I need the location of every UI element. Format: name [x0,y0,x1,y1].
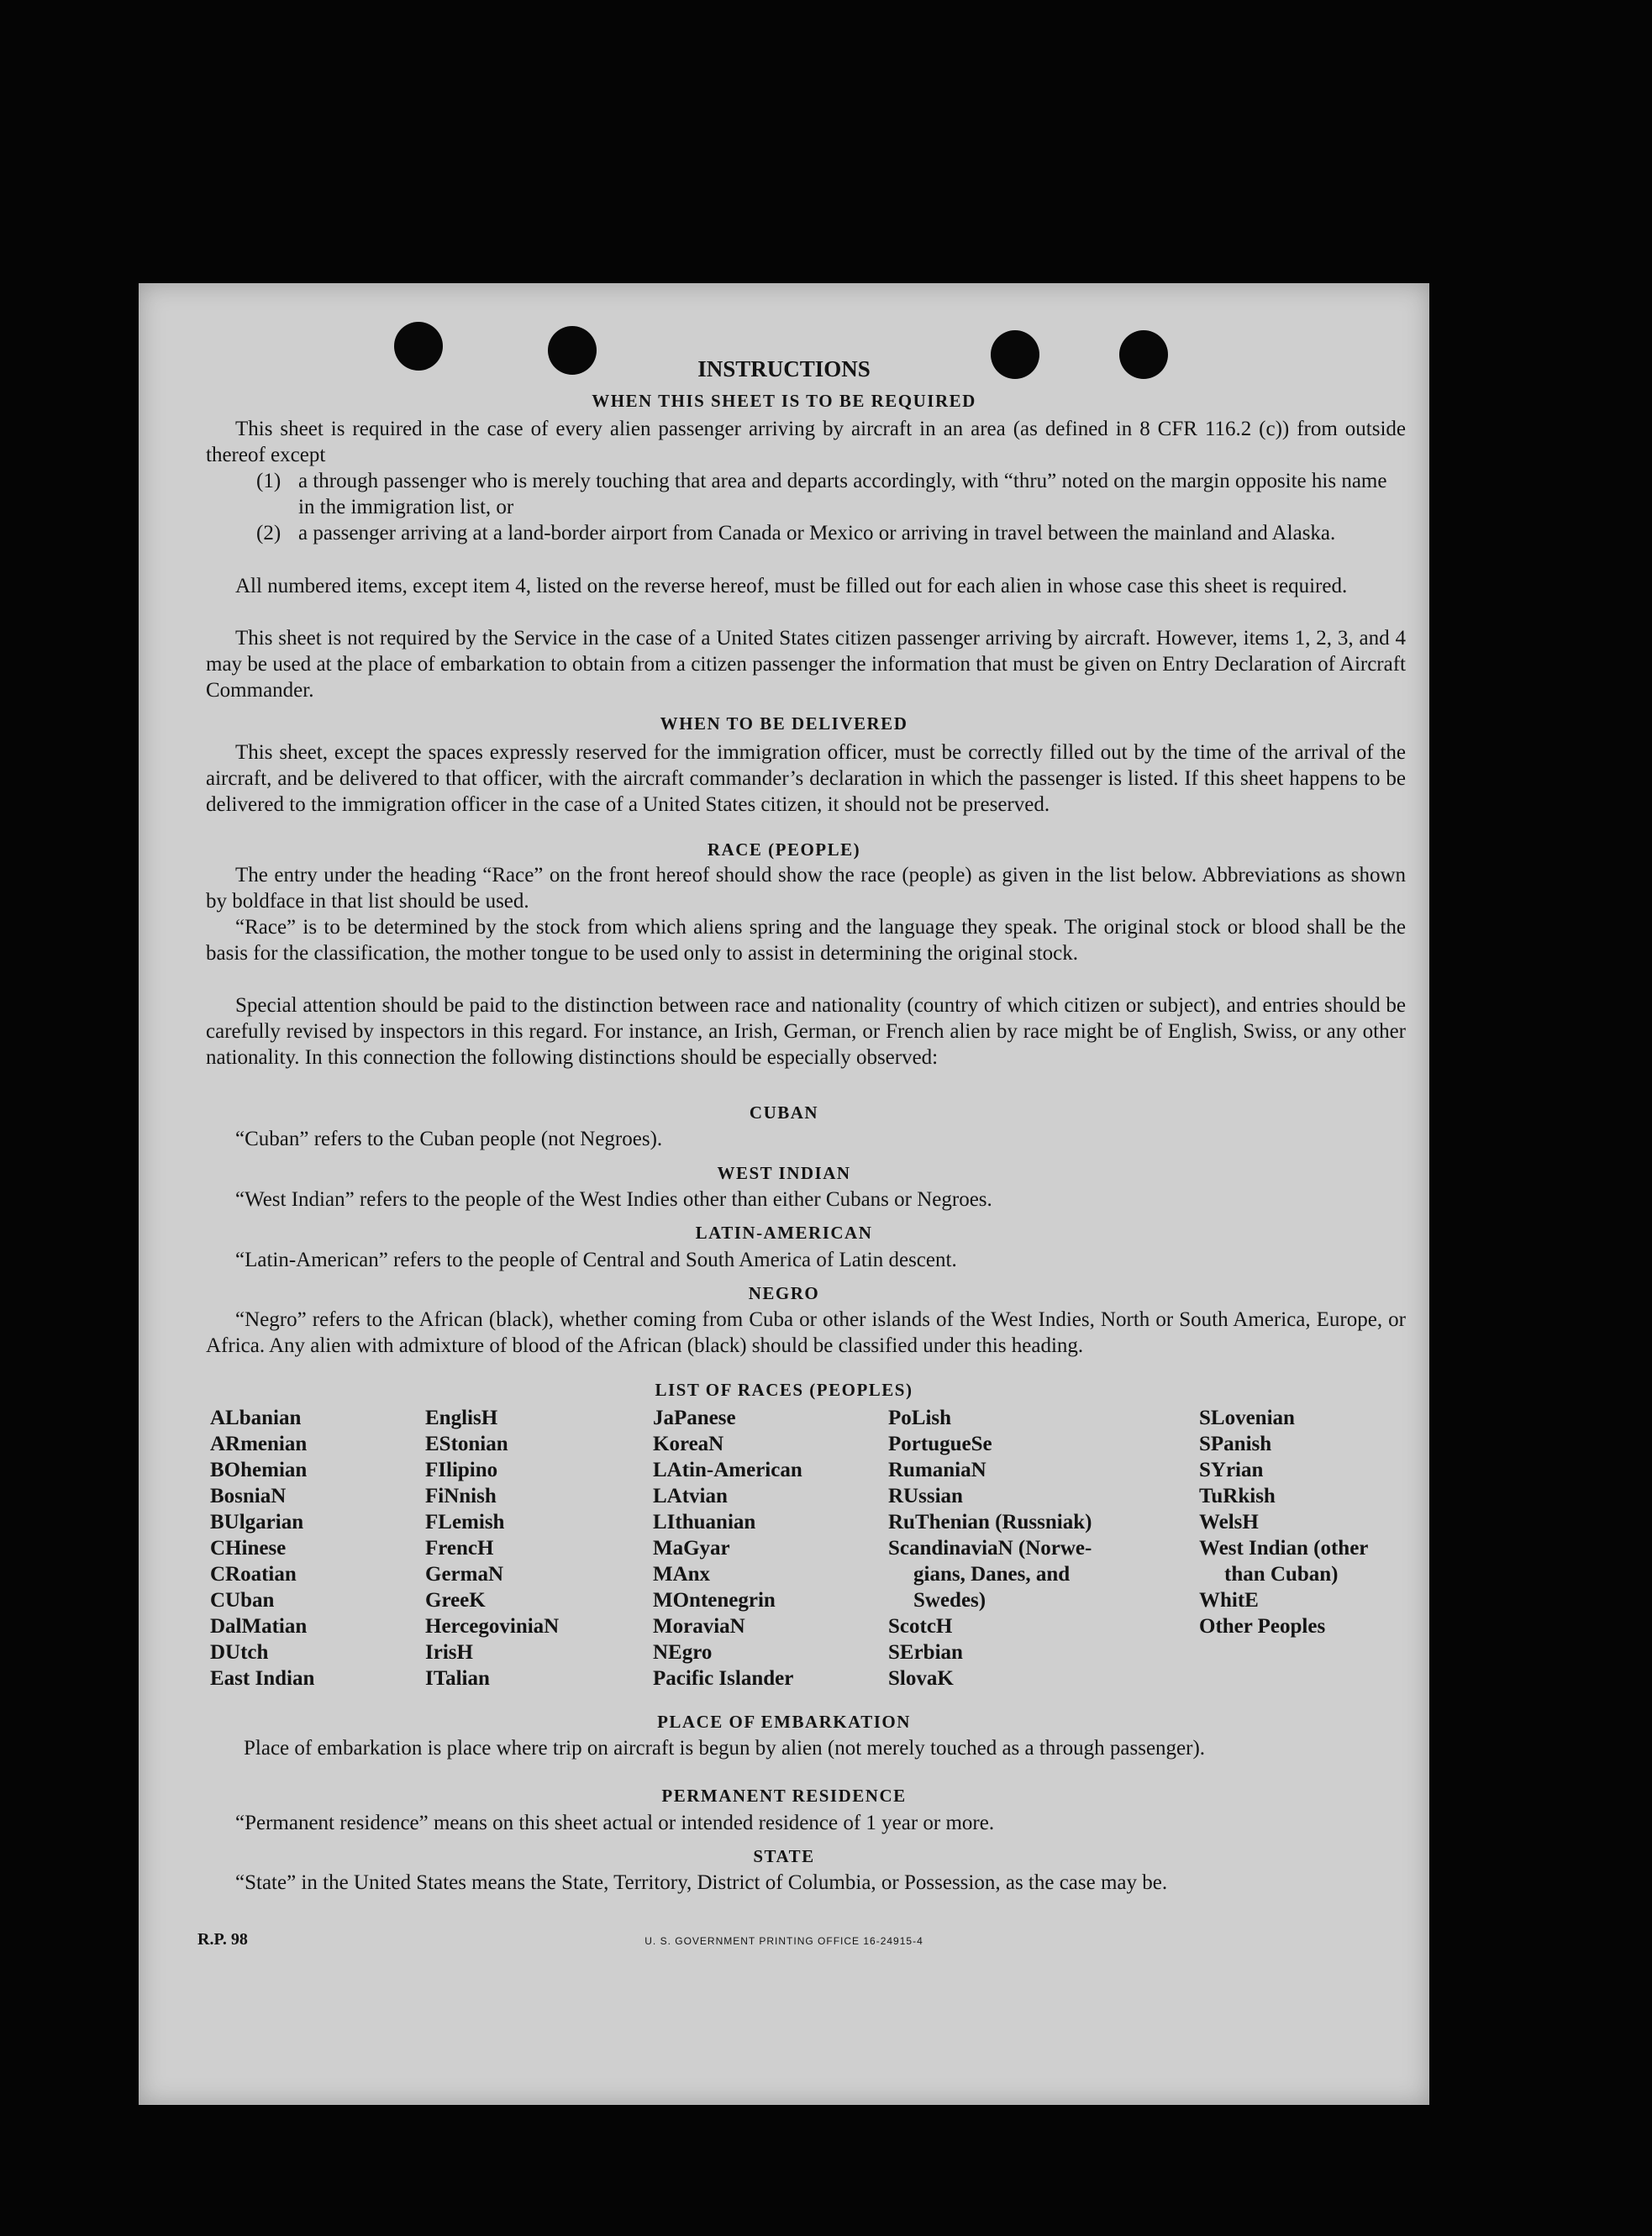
race-item: EStonian [425,1433,508,1455]
document-sheet [139,283,1429,2105]
race-item: GermaN [425,1563,504,1586]
paragraph-cuban: “Cuban” refers to the Cuban people (not Negroes). [235,1128,663,1150]
list-item [256,468,1406,520]
race-item: Pacific Islander [653,1667,794,1690]
race-item: NEgro [653,1641,713,1664]
section-heading-cuban: CUBAN [749,1102,819,1123]
race-item: ScotcH [888,1615,953,1638]
form-number: R.P. 98 [197,1930,248,1949]
races-column [888,1405,1092,1691]
races-column [425,1405,559,1691]
race-item: ScandinaviaN (Norwe- [888,1537,1092,1560]
page-title: INSTRUCTIONS [697,356,871,381]
paragraph-race-entry: The entry under the heading “Race” on the front hereof should show the race (people) as given in the list below. Abbreviations as shown by boldface in that list should be used. [206,864,1406,913]
race-item: ITalian [425,1667,490,1690]
race-item: KoreaN [653,1433,724,1455]
race-item: DalMatian [210,1615,308,1638]
race-item: DUtch [210,1641,269,1664]
race-item: West Indian (other [1199,1537,1369,1560]
paragraph-embarkation: Place of embarkation is place where trip on aircraft is begun by alien (not merely touched as a through passenger). [244,1737,1206,1760]
race-item: Other Peoples [1199,1615,1326,1638]
race-item: SPanish [1199,1433,1272,1455]
section-heading-race: RACE (PEOPLE) [707,839,861,860]
list-item [256,520,1406,546]
race-item: BOhemian [210,1459,308,1481]
race-item: CUban [210,1589,275,1612]
races-column [653,1405,802,1691]
race-item: SYrian [1199,1459,1264,1481]
race-item: than Cuban) [1224,1563,1339,1586]
race-item: ARmenian [210,1433,308,1455]
item-text: a passenger arriving at a land-border airport from Canada or Mexico or arriving in travel between the mainland and Alaska. [298,522,1336,545]
race-item: JaPanese [653,1407,736,1429]
race-item: WelsH [1199,1511,1259,1534]
item-number: (2) [256,522,281,545]
race-item: TuRkish [1199,1485,1276,1507]
race-item: HercegoviniaN [425,1615,560,1638]
race-item: RUssian [888,1485,963,1507]
race-item: FIlipino [425,1459,498,1481]
paragraph-state: “State” in the United States means the State, Territory, District of Columbia, or Possession, as the case may be. [235,1871,1168,1894]
race-item: ALbanian [210,1407,302,1429]
section-heading-west-indian: WEST INDIAN [717,1163,851,1183]
races-column [210,1405,314,1691]
race-item: gians, Danes, and [913,1563,1071,1586]
race-item: WhitE [1199,1589,1259,1612]
paragraph-citizen: This sheet is not required by the Service in the case of a United States citizen passenger arriving by aircraft. However, items 1, 2, 3, and 4 may be used at the place of embarkation to obtain from a citizen passenger the information that must be given on Entry Declaration of Aircraft Commander. [206,627,1406,702]
paragraph-delivered: This sheet, except the spaces expressly reserved for the immigration officer, must be correctly filled out by the time of the arrival of the aircraft, and be delivered to that officer, with the aircraft commander’s declaration in which the passenger is listed. If this sheet happens to be delivered to the immigration officer in the case of a United States citizen, it should not be preserved. [206,741,1406,816]
paragraph-west-indian: “West Indian” refers to the people of the West Indies other than either Cubans or Negroes. [235,1188,992,1211]
race-item: EnglisH [425,1407,498,1429]
paragraph-negro: “Negro” refers to the African (black), whether coming from Cuba or other islands of the West Indies, North or South America, Europe, or Africa. Any alien with admixture of blood of the African (black) should be classified under this heading. [206,1308,1406,1357]
item-number: (1) [256,470,281,492]
race-item: MAnx [653,1563,711,1586]
section-heading-state: STATE [753,1846,815,1866]
paragraph-race-nationality: Special attention should be paid to the distinction between race and nationality (country of which citizen or subject), and entries should be carefully revised by inspectors in this regard. For instance, an Irish, German, or French alien by race might be of English, Swiss, or any other nationality. In this connection the following distinctions should be especially observed: [206,994,1406,1069]
section-heading-negro: NEGRO [748,1283,820,1303]
race-item: GreeK [425,1589,486,1612]
paragraph-numbered-items: All numbered items, except item 4, listed on the reverse hereof, must be filled out for each alien in whose case this sheet is required. [235,575,1348,597]
race-item: BUlgarian [210,1511,304,1534]
printer-line: U. S. GOVERNMENT PRINTING OFFICE 16-24915-4 [644,1935,923,1947]
section-heading-residence: PERMANENT RESIDENCE [661,1786,907,1806]
section-heading-embarkation: PLACE OF EMBARKATION [657,1712,911,1732]
race-item: MaGyar [653,1537,730,1560]
race-item: LAtvian [653,1485,728,1507]
paragraph-residence: “Permanent residence” means on this sheet actual or intended residence of 1 year or more. [235,1812,995,1834]
race-item: PoLish [888,1407,952,1429]
race-item: MoraviaN [653,1615,745,1638]
race-item: CHinese [210,1537,287,1560]
race-item: FLemish [425,1511,505,1534]
item-text: a through passenger who is merely touching that area and departs accordingly, with “thru” noted on the margin opposite his name in the immigration list, or [298,470,1387,518]
race-item: PortugueSe [888,1433,992,1455]
race-item: BosniaN [210,1485,287,1507]
paragraph-latin-american: “Latin-American” refers to the people of Central and South America of Latin descent. [235,1249,957,1271]
paragraph-required: This sheet is required in the case of every alien passenger arriving by aircraft in an area (as defined in 8 CFR 116.2 (c)) from outside thereof except [206,418,1406,466]
section-heading-list-of-races: LIST OF RACES (PEOPLES) [655,1380,913,1400]
race-item: CRoatian [210,1563,297,1586]
race-item: RuThenian (Russniak) [888,1511,1092,1534]
race-item: RumaniaN [888,1459,986,1481]
race-item: IrisH [425,1641,473,1664]
section-heading-latin-american: LATIN-AMERICAN [695,1223,873,1243]
race-item: LAtin-American [653,1459,802,1481]
race-item: FrencH [425,1537,494,1560]
race-item: MOntenegrin [653,1589,776,1612]
race-item: SErbian [888,1641,963,1664]
paragraph-race-stock: “Race” is to be determined by the stock from which aliens spring and the language they speak. The original stock or blood shall be the basis for the classification, the mother tongue to be used only to assist in determining the original stock. [206,916,1406,965]
section-heading-delivered: WHEN TO BE DELIVERED [660,713,908,734]
race-item: LIthuanian [653,1511,756,1534]
race-item: SlovaK [888,1667,954,1690]
races-column [1199,1405,1368,1639]
race-item: SLovenian [1199,1407,1295,1429]
section-heading-required: WHEN THIS SHEET IS TO BE REQUIRED [592,391,976,411]
race-item: Swedes) [913,1589,986,1612]
race-item: FiNnish [425,1485,497,1507]
race-item: East Indian [210,1667,315,1690]
